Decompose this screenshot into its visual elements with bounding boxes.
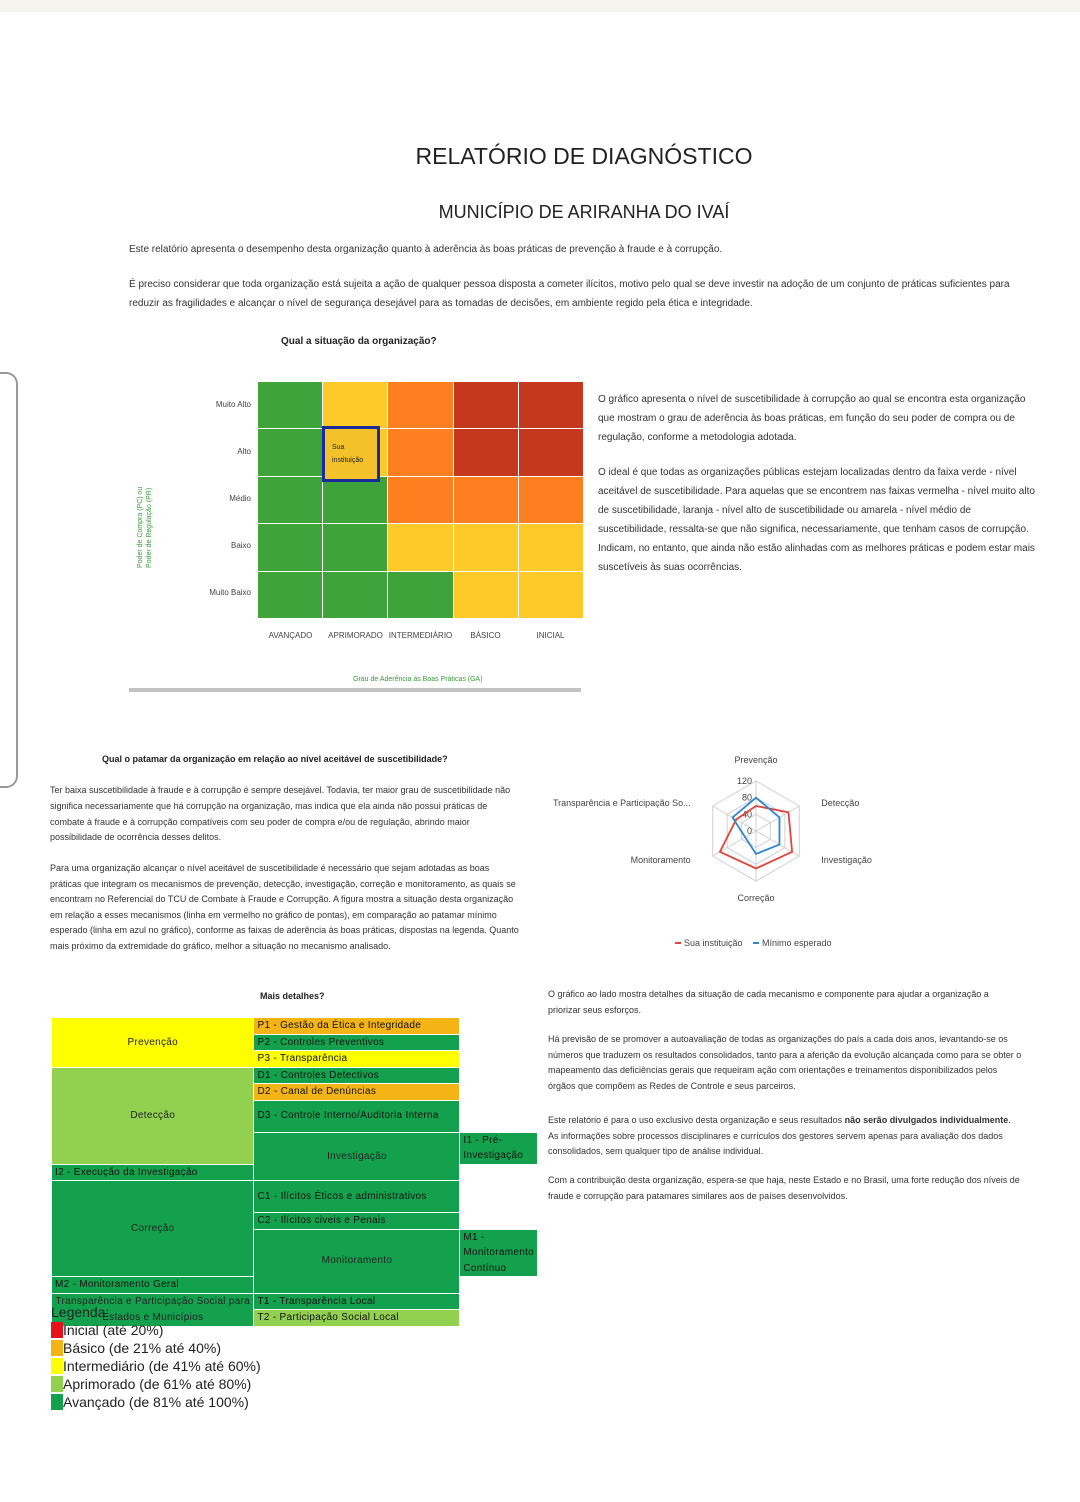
legend-item <box>51 1393 261 1411</box>
radar-category-label: Correção <box>737 893 775 903</box>
matrix-cell <box>519 572 583 618</box>
institution-marker <box>322 426 380 482</box>
side-panel-handle[interactable] <box>0 372 18 788</box>
radar-legend-label: Sua instituição <box>684 938 743 948</box>
matrix-cell <box>388 429 452 475</box>
legend-item <box>51 1357 261 1375</box>
matrix-y-axis-title <box>136 487 154 568</box>
details-title: Mais detalhes? <box>260 991 325 1001</box>
legend-swatch <box>51 1322 63 1338</box>
report-subtitle: MUNICÍPIO DE ARIRANHA DO IVAÍ <box>438 202 730 222</box>
mechanism-cell: Correção <box>52 1181 254 1277</box>
component-cell: T1 - Transparência Local <box>254 1293 460 1310</box>
matrix-row-label: Alto <box>237 446 251 456</box>
table-row <box>52 1181 538 1213</box>
matrix-cell <box>454 477 518 523</box>
matrix-cell <box>519 524 583 570</box>
y-axis-title-line-2: Poder de Regulação (PR) <box>146 487 153 568</box>
mechanism-cell: Detecção <box>52 1067 254 1164</box>
matrix-column-label: INTERMEDIÁRIO <box>388 631 453 640</box>
mechanism-cell: Investigação <box>254 1132 460 1181</box>
details-text-2: Há previsão de se promover a autoavaliação de todas as organizações do país a cada dois anos, levantando-se os números que traduzem os resultados consolidados, tanto para a aferição da evolução alcançada como para se obter o mapeamento das deficiências gerais que requeiram ação com orientações e treinamentos disponibilizados pelos órgãos que compõem as Redes de Controle e seus parceiros. <box>548 1034 1022 1091</box>
marker-label-line-1: Sua <box>332 444 345 451</box>
matrix-row-label: Muito Baixo <box>209 588 251 598</box>
legend-item <box>51 1339 261 1357</box>
component-cell: T2 - Participação Social Local <box>254 1310 460 1327</box>
radar-tick-label: 40 <box>741 809 752 820</box>
matrix-row-label: Muito Alto <box>215 399 251 409</box>
component-cell: D2 - Canal de Denúncias <box>254 1084 460 1101</box>
matrix-cell <box>258 429 322 475</box>
legend-swatch <box>51 1358 63 1374</box>
legend-swatch <box>51 1394 63 1410</box>
matrix-cell <box>258 477 322 523</box>
matrix-cell <box>323 524 387 570</box>
details-text-4: Com a contribuição desta organização, espera-se que haja, neste Estado e no Brasil, uma forte redução dos níveis de fraude e corrupção para patamares similares aos de países desenvolvidos. <box>548 1175 1020 1201</box>
report-title: RELATÓRIO DE DIAGNÓSTICO <box>415 143 753 169</box>
legend-label: Básico (de 21% até 40%) <box>63 1340 221 1356</box>
matrix-cell <box>454 382 518 428</box>
table-row <box>52 1018 538 1035</box>
radar-category-label: Investigação <box>821 855 872 865</box>
component-cell: P1 - Gestão da Ética e Integridade <box>254 1018 460 1035</box>
details-table <box>51 1017 538 1327</box>
details-text-3-bold: não serão divulgados individualmente <box>844 1115 1009 1125</box>
matrix-row-label: Baixo <box>230 541 251 551</box>
situation-description-1: O gráfico apresenta o nível de suscetibilidade à corrupção ao qual se encontra esta organização que mostram o grau de aderência às boas práticas, em função do seu poder de compra ou de regulação, conforme a metodologia adotada. <box>598 394 1026 443</box>
legend-label: Avançado (de 81% até 100%) <box>63 1394 249 1410</box>
divider-line <box>129 688 581 692</box>
radar-tick-label: 120 <box>736 776 752 786</box>
component-cell: P3 - Transparência <box>254 1051 460 1068</box>
table-row <box>52 1067 538 1084</box>
matrix-row-label: Médio <box>229 494 251 503</box>
matrix-cell <box>519 382 583 428</box>
matrix-cell <box>258 572 322 618</box>
matrix-cell <box>388 572 452 618</box>
legend-title: Legenda: <box>51 1304 110 1320</box>
marker-label-line-2: instituição <box>332 457 364 464</box>
legend-swatch <box>51 1340 63 1356</box>
legend-label: Intermediário (de 41% até 60%) <box>63 1358 261 1374</box>
matrix-cell <box>454 524 518 570</box>
mechanism-cell: Transparência e Participação Social para Estados e Municípios <box>52 1293 254 1326</box>
matrix-cell <box>323 572 387 618</box>
matrix-cell <box>258 524 322 570</box>
intro-paragraph-2: É preciso considerar que toda organização está sujeita a ação de qualquer pessoa disposta a cometer ilícitos, motivo pelo qual se deve investir na adoção de um conjunto de práticas suficientes para reduzir as fragilidades e alcançar o nível de segurança desejável para as tomadas de decisões, em ambiente regido pela ética e integridade. <box>129 279 1010 309</box>
legend-item <box>51 1375 261 1393</box>
radar-tick-label: 80 <box>741 792 752 803</box>
matrix-cell <box>388 524 452 570</box>
radar-category-label: Detecção <box>821 798 860 808</box>
component-cell: C1 - Ilícitos Éticos e administrativos <box>254 1181 460 1213</box>
situation-question: Qual a situação da organização? <box>281 336 437 347</box>
level-text-2: Para uma organização alcançar o nível aceitável de suscetibilidade é necessário que sejam adotadas as boas práticas que integram os mecanismos de prevenção, detecção, investigação, correção e monitoramento, as quais se encontram no Referencial do TCU de Combate à Fraude e Corrupção. A figura mostra a situação desta organização em relação a esses mecanismos (linha em vermelho no gráfico de pontas), em comparação ao patamar mínimo esperado (linha em azul no gráfico), conforme as faixas de aderência às boas práticas, dispostas na legenda. Quanto mais próximo da extremidade do gráfico, melhor a situação no mecanismo analisado. <box>50 863 519 951</box>
component-cell: C2 - Ilícitos civeis e Penais <box>254 1213 460 1230</box>
mechanism-cell: Prevenção <box>52 1018 254 1068</box>
radar-category-label: Monitoramento <box>630 855 691 865</box>
matrix-cell <box>323 382 387 428</box>
y-axis-title-line-1: Poder de Compra (PC) ou <box>137 486 144 568</box>
top-bar <box>0 0 1080 12</box>
details-text-1: O gráfico ao lado mostra detalhes da situação de cada mecanismo e componente para ajudar a organização a priorizar seus esforços. <box>548 989 989 1015</box>
radar-chart <box>545 750 965 960</box>
radar-category-label: Transparência e Participação So... <box>552 798 691 808</box>
legend-label: Aprimorado (de 61% até 80%) <box>63 1376 252 1392</box>
matrix-cell <box>454 572 518 618</box>
component-cell: P2 - Controles Preventivos <box>254 1034 460 1051</box>
component-cell: I1 - Pré-Investigação <box>460 1132 538 1164</box>
intro-paragraph-1: Este relatório apresenta o desempenho desta organização quanto à aderência às boas práticas de prevenção à fraude e à corrupção. <box>129 244 723 255</box>
details-text-3-part-b: . As informações sobre processos disciplinares e currículos dos gestores servem apenas para avaliação dos dados consolidados, sem qualquer tipo de análise individual. <box>548 1115 1011 1156</box>
matrix-column-label: INICIAL <box>536 631 565 640</box>
details-text-3 <box>548 1113 1023 1160</box>
component-cell: D1 - Controles Detectivos <box>254 1067 460 1084</box>
radar-legend-label: Mínimo esperado <box>762 938 832 948</box>
matrix-column-label: AVANÇADO <box>268 631 313 640</box>
legend-swatch <box>51 1376 63 1392</box>
matrix-cell <box>388 382 452 428</box>
susceptibility-matrix <box>258 382 583 618</box>
legend <box>51 1303 261 1411</box>
matrix-column-label: BÁSICO <box>470 631 501 640</box>
mechanism-cell: Monitoramento <box>254 1229 460 1293</box>
component-cell: M2 - Monitoramento Geral <box>52 1277 254 1294</box>
component-cell: I2 - Execução da Investigação <box>52 1164 254 1181</box>
level-text-1: Ter baixa suscetibilidade à fraude e à corrupção é sempre desejável. Todavia, ter maior grau de suscetibilidade não significa necessariamente que há corrupção na organização, mas indica que ela ainda não possui práticas de combate à fraude e à corrupção compatíveis com seu poder de compra e/ou de regulação, abrindo maior possibilidade de ocorrência desses delitos. <box>50 785 511 843</box>
matrix-cell <box>454 429 518 475</box>
matrix-column-label: APRIMORADO <box>328 631 383 640</box>
legend-label: Inicial (até 20%) <box>63 1322 164 1338</box>
level-question: Qual o patamar da organização em relação ao nível aceitável de suscetibilidade? <box>102 754 448 764</box>
situation-description-2: O ideal é que todas as organizações públicas estejam localizadas dentro da faixa verde - nível aceitável de suscetibilidade. Para aquelas que se encontrem nas faixas vermelha - nível muito alto de suscetibilidade, laranja - nível alto de suscetibilidade ou amarela - nível médio de suscetibilidade, ressalta-se que não significa, necessariamente, que tenham casos de corrupção. Indicam, no entanto, que ainda não estão alinhadas com as melhores práticas e podem estar mais suscetíveis às suas ocorrências. <box>598 467 1035 573</box>
radar-category-label: Prevenção <box>734 755 778 765</box>
component-cell: D3 - Controle Interno/Auditoria Interna <box>254 1100 460 1132</box>
details-text-3-part-a: Este relatório é para o uso exclusivo desta organização e seus resultados <box>548 1115 845 1125</box>
matrix-cell <box>519 429 583 475</box>
matrix-cell <box>258 382 322 428</box>
legend-item <box>51 1321 261 1339</box>
matrix-cell <box>519 477 583 523</box>
matrix-x-axis-title: Grau de Aderência às Boas Práticas (GA) <box>353 676 483 683</box>
radar-tick-label: 0 <box>746 826 752 836</box>
matrix-cell <box>388 477 452 523</box>
matrix-cell <box>323 477 387 523</box>
component-cell: M1 - Monitoramento Contínuo <box>460 1229 538 1277</box>
